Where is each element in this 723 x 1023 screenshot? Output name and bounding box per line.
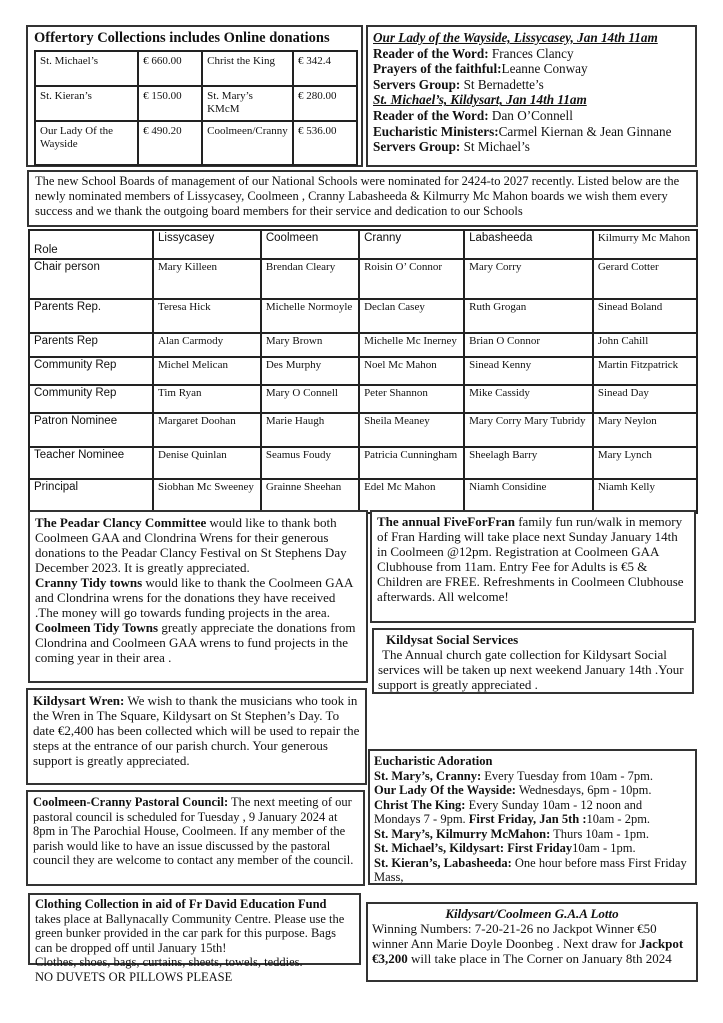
church-name: St. Mary’s, Kilmurry McMahon: — [374, 826, 551, 841]
member-cell: John Cahill — [593, 333, 697, 357]
notice-text: We wish to thank the musicians who took in the Wren in The Square, Kildysart on St Stephen’s Day. To date €2,400 has been collected which will be used to repair the steps at the entrance of our parish church. Your generous support is greatly appreciated. — [33, 693, 360, 768]
member-cell: Mary Brown — [261, 333, 359, 357]
member-cell: Noel Mc Mahon — [359, 357, 464, 385]
member-cell: Mary Lynch — [593, 447, 697, 479]
role-cell: Patron Nominee — [29, 413, 153, 447]
table-row — [29, 333, 697, 357]
notice-text: The Annual church gate collection for Kildysart Social services will be taken up next weekend January 14th .Your support is greatly appreciated . — [378, 647, 684, 692]
adoration-item — [374, 841, 691, 856]
collection-amount: € 280.00 — [293, 86, 357, 121]
member-cell: Brian O Connor — [464, 333, 593, 357]
rota-line — [373, 61, 690, 77]
school-boards-intro: The new School Boards of management of our National Schools were nominated for 2424-to 2027 recently. Listed below are the newly nominated members of Lissycasey, Coolmeen , Cranny Labasheeda & Kilmurry Mc Mahon boards we wish them every success and we thank the outgoing board members for their service and dedication to our Schools — [27, 170, 698, 227]
adoration-item — [374, 783, 691, 798]
adoration-item — [374, 827, 691, 842]
member-cell: Siobhan Mc Sweeney — [153, 479, 261, 513]
accepted-items: Clothes, shoes, bags, curtains, sheets, towels, teddies. — [35, 955, 303, 969]
notice-title: Coolmeen Tidy Towns — [35, 620, 159, 635]
adoration-time: Wednesdays, 6pm - 10pm. — [515, 783, 652, 797]
rota-value: St Michael’s — [463, 139, 530, 155]
notice-title: Kildysat Social Services — [386, 632, 519, 647]
church-name: St. Michael’s, Kildysart: First Friday — [374, 841, 573, 855]
collection-amount: € 342.4 — [293, 51, 357, 86]
church-name: St. Mary’s KMcM — [202, 86, 293, 121]
lotto-text — [372, 921, 692, 966]
member-cell: Teresa Hick — [153, 299, 261, 333]
eucharistic-adoration-box — [368, 749, 697, 885]
collection-amount: € 490.20 — [138, 121, 202, 165]
member-cell: Roisin O’ Connor — [359, 259, 464, 299]
member-cell: Tim Ryan — [153, 385, 261, 413]
role-cell: Teacher Nominee — [29, 447, 153, 479]
member-cell: Niamh Considine — [464, 479, 593, 513]
adoration-item — [374, 769, 691, 784]
column-header: Cranny — [359, 230, 464, 259]
church-name: St. Mary’s, Cranny: — [374, 768, 482, 783]
not-accepted-warning: NO DUVETS OR PILLOWS PLEASE — [35, 969, 233, 984]
member-cell: Mary Corry Mary Tubridy — [464, 413, 593, 447]
column-header: Role — [29, 230, 153, 259]
mass-heading: Our Lady of the Wayside, Lissycasey, Jan 14th 11am — [373, 30, 658, 45]
role-cell: Parents Rep — [29, 333, 153, 357]
member-cell: Martin Fitzpatrick — [593, 357, 697, 385]
notice-title: The Peadar Clancy Committee — [35, 515, 207, 530]
school-boards-table — [28, 229, 698, 514]
role-cell: Community Rep — [29, 385, 153, 413]
rota-label: Reader of the Word: — [373, 107, 492, 123]
member-cell: Patricia Cunningham — [359, 447, 464, 479]
adoration-time: One hour before mass First Friday Mass, — [374, 855, 687, 884]
member-cell: Sinead Kenny — [464, 357, 593, 385]
table-header-row — [29, 230, 697, 259]
notice-text: greatly appreciate the donations from Clondrina and Coolmeen GAA wrens to fund projects in the coming year in their area . — [35, 620, 356, 665]
member-cell: Peter Shannon — [359, 385, 464, 413]
notice-text: The next meeting of our pastoral council is scheduled for Tuesday , 9 January 2024 at 8pm in The Parochial House, Coolmeen. If any member of the parish would like to have an issue discussed by the pastoral council they are welcome to contact any member of the council. — [33, 795, 354, 867]
role-cell: Principal — [29, 479, 153, 513]
member-cell: Margaret Doohan — [153, 413, 261, 447]
lotto-title: Kildysart/Coolmeen G.A.A Lotto — [445, 906, 619, 921]
rota-value: Leanne Conway — [501, 61, 588, 77]
church-name: Christ The King: — [374, 797, 466, 812]
column-header: Labasheeda — [464, 230, 593, 259]
adoration-time: Thurs 10am - 1pm. — [550, 826, 649, 841]
role-cell: Parents Rep. — [29, 299, 153, 333]
member-cell: Michelle Normoyle — [261, 299, 359, 333]
notice-title: Clothing Collection in aid of Fr David Education Fund — [35, 897, 327, 911]
column-header: Coolmeen — [261, 230, 359, 259]
rota-line — [373, 124, 690, 140]
rota-line — [373, 139, 690, 155]
church-name: Coolmeen/Cranny — [202, 121, 293, 165]
church-name: Christ the King — [202, 51, 293, 86]
rota-label: Prayers of the faithful: — [373, 61, 502, 77]
rota-value: Frances Clancy — [491, 45, 574, 61]
member-cell: Grainne Sheehan — [261, 479, 359, 513]
table-row — [29, 385, 697, 413]
adoration-item — [374, 856, 691, 885]
role-cell: Community Rep — [29, 357, 153, 385]
rota-line — [373, 77, 690, 93]
member-cell: Sheila Meaney — [359, 413, 464, 447]
member-cell: Denise Quinlan — [153, 447, 261, 479]
rota-label: Servers Group: — [373, 139, 464, 155]
table-row — [35, 51, 357, 86]
role-cell: Chair person — [29, 259, 153, 299]
adoration-title: Eucharistic Adoration — [374, 754, 493, 768]
collection-amount: € 536.00 — [293, 121, 357, 165]
member-cell: Sinead Boland — [593, 299, 697, 333]
offertory-collections-box — [26, 25, 363, 167]
member-cell: Alan Carmody — [153, 333, 261, 357]
fiveforfran-notice — [370, 510, 696, 623]
rota-label: Servers Group: — [373, 76, 464, 92]
adoration-time: 10am - 1pm. — [572, 841, 636, 855]
notice-title: The annual FiveForFran — [377, 514, 515, 529]
member-cell: Mary O Connell — [261, 385, 359, 413]
collection-amount: € 660.00 — [138, 51, 202, 86]
column-header: Lissycasey — [153, 230, 261, 259]
member-cell: Mary Corry — [464, 259, 593, 299]
offertory-table — [34, 50, 358, 166]
member-cell: Des Murphy — [261, 357, 359, 385]
table-row — [35, 86, 357, 121]
next-draw: will take place in The Corner on January 8th 2024 — [407, 951, 672, 966]
member-cell: Gerard Cotter — [593, 259, 697, 299]
table-row — [35, 121, 357, 165]
notice-title: Coolmeen-Cranny Pastoral Council: — [33, 795, 229, 809]
table-row — [29, 357, 697, 385]
mass-heading: St. Michael’s, Kildysart, Jan 14th 11am — [373, 92, 587, 108]
rota-label: Eucharistic Ministers: — [373, 123, 499, 139]
rota-line — [373, 108, 690, 124]
rota-value: Carmel Kiernan & Jean Ginnane — [498, 123, 672, 139]
lotto-results: Winning Numbers: 7-20-21-26 no Jackpot Winner €50 winner Ann Marie Doyle Doonbeg . Next draw for — [372, 921, 657, 951]
adoration-time: Every Sunday 10am - 12 noon and Mondays 7 - 9pm. — [374, 797, 643, 826]
table-row — [29, 413, 697, 447]
table-row — [29, 479, 697, 513]
member-cell: Ruth Grogan — [464, 299, 593, 333]
notice-title: Cranny Tidy towns — [35, 575, 143, 590]
member-cell: Declan Casey — [359, 299, 464, 333]
social-services-notice — [372, 628, 694, 694]
kildysart-wren-notice — [26, 688, 367, 785]
church-name: Our Lady Of the Wayside: — [374, 783, 516, 797]
notice-text: would like to thank both Coolmeen GAA and Clondrina Wrens for their generous donations to the Peadar Clancy Festival on St Stephens Day December 2023. It is greatly appreciated. — [35, 515, 347, 575]
rota-value: St Bernadette’s — [463, 76, 544, 92]
member-cell: Brendan Cleary — [261, 259, 359, 299]
adoration-time: Every Tuesday from 10am - 7pm. — [481, 768, 654, 783]
member-cell: Mike Cassidy — [464, 385, 593, 413]
notice-text: family fun run/walk in memory of Fran Harding will take place next Sunday January 14th in Coolmeen @12pm. Registration at Coolmeen GAA Clubhouse from 11am. Entry Fee for Adults is €5 & Children are FREE. Refreshments in Coolmeen Clubhouse afterwards. All welcome! — [377, 514, 684, 604]
mass-rota-box — [366, 25, 697, 167]
member-cell: Sheelagh Barry — [464, 447, 593, 479]
table-row — [29, 447, 697, 479]
table-row — [29, 259, 697, 299]
church-name: St. Michael’s — [35, 51, 138, 86]
member-cell: Niamh Kelly — [593, 479, 697, 513]
first-friday-label: First Friday, Jan 5th : — [468, 812, 587, 826]
rota-label: Reader of the Word: — [373, 45, 492, 61]
member-cell: Michel Melican — [153, 357, 261, 385]
member-cell: Mary Neylon — [593, 413, 697, 447]
member-cell: Marie Haugh — [261, 413, 359, 447]
rota-value: Dan O’Connell — [491, 107, 573, 123]
member-cell: Edel Mc Mahon — [359, 479, 464, 513]
church-name: St. Kieran’s, Labasheeda: — [374, 855, 512, 870]
adoration-time: 10am - 2pm. — [586, 812, 651, 826]
rota-line — [373, 46, 690, 62]
gaa-lotto-box — [366, 902, 698, 982]
notice-text: would like to thank the Coolmeen GAA and Clondrina wrens for the donations they have received .The money will go towards funding projects in the area. — [35, 575, 353, 620]
adoration-item — [374, 798, 691, 827]
church-name: St. Kieran’s — [35, 86, 138, 121]
peadar-clancy-notice — [28, 510, 368, 683]
pastoral-council-notice — [26, 790, 365, 886]
jackpot-amount: Jackpot €3,200 — [372, 936, 684, 966]
offertory-title: Offertory Collections includes Online donations — [34, 30, 330, 46]
member-cell: Michelle Mc Inerney — [359, 333, 464, 357]
notice-text: takes place at Ballynacally Community Centre. Please use the green bunker provided in the car park for this purpose. Bags can be dropped off until January 15th! — [35, 911, 345, 955]
collection-amount: € 150.00 — [138, 86, 202, 121]
church-name: Our Lady Of the Wayside — [35, 121, 138, 165]
notice-title: Kildysart Wren: — [33, 693, 125, 708]
member-cell: Sinead Day — [593, 385, 697, 413]
clothing-collection-notice — [28, 893, 361, 984]
column-header: Kilmurry Mc Mahon — [593, 230, 697, 259]
member-cell: Seamus Foudy — [261, 447, 359, 479]
member-cell: Mary Killeen — [153, 259, 261, 299]
table-row — [29, 299, 697, 333]
